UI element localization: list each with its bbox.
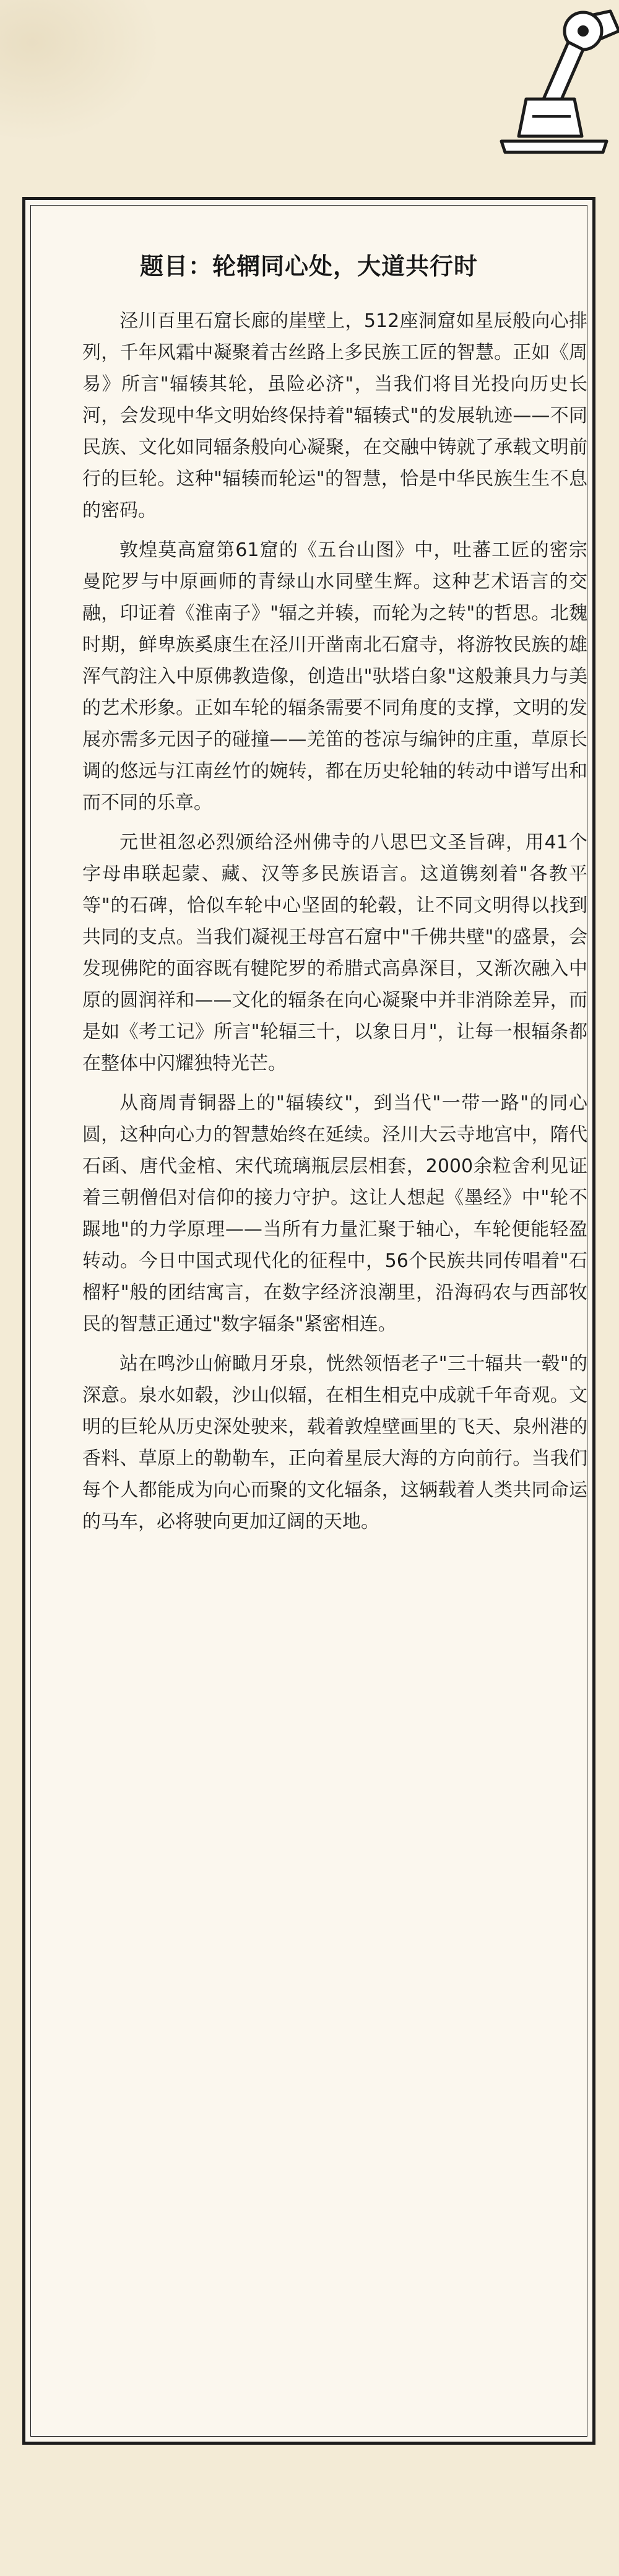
essay-paper <box>22 197 595 2445</box>
essay-paragraph-5: 站在鸣沙山俯瞰月牙泉，恍然领悟老子"三十辐共一毂"的深意。泉水如毂，沙山似辐，在相生相克中成就千年奇观。文明的巨轮从历史深处驶来，载着敦煌壁画里的飞天、泉州港的香料、草原上的勒勒车，正向着星辰大海的方向前行。当我们每个人都能成为向心而聚的文化辐条，这辆载着人类共同命运的马车，必将驶向更加辽阔的天地。 <box>82 1353 587 1533</box>
essay-paragraph-3: 元世祖忽必烈颁给泾州佛寺的八思巴文圣旨碑，用41个字母串联起蒙、藏、汉等多民族语言。这道镌刻着"各教平等"的石碑，恰似车轮中心坚固的轮毂，让不同文明得以找到共同的支点。当我们凝视王母宫石窟中"千佛共壁"的盛景，会发现佛陀的面容既有犍陀罗的希腊式高鼻深目，又渐次融入中原的圆润祥和——文化的辐条在向心凝聚中并非消除差异，而是如《考工记》所言"轮辐三十，以象日月"，让每一根辐条都在整体中闪耀独特光芒。 <box>82 832 587 1074</box>
background-wash <box>0 0 161 142</box>
essay-paragraph-4: 从商周青铜器上的"辐辏纹"，到当代"一带一路"的同心圆，这种向心力的智慧始终在延续。泾川大云寺地宫中，隋代石函、唐代金棺、宋代琉璃瓶层层相套，2000余粒舍利见证着三朝僧侣对信仰的接力守护。这让人想起《墨经》中"轮不蹍地"的力学原理——当所有力量汇聚于轴心，车轮便能轻盈转动。今日中国式现代化的征程中，56个民族共同传唱着"石榴籽"般的团结寓言，在数字经济浪潮里，沿海码农与西部牧民的智慧正通过"数字辐条"紧密相连。 <box>82 1092 587 1335</box>
essay-paragraph-2: 敦煌莫高窟第61窟的《五台山图》中，吐蕃工匠的密宗曼陀罗与中原画师的青绿山水同壁生辉。这种艺术语言的交融，印证着《淮南子》"辐之并辏，而轮为之转"的哲思。北魏时期，鲜卑族奚康生在泾川开凿南北石窟寺，将游牧民族的雄浑气韵注入中原佛教造像，创造出"驮塔白象"这般兼具力与美的艺术形象。正如车轮的辐条需要不同角度的支撑，文明的发展亦需多元因子的碰撞——羌笛的苍凉与编钟的庄重，草原长调的悠远与江南丝竹的婉转，都在历史轮轴的转动中谱写出和而不同的乐章。 <box>82 539 587 814</box>
scroll-holder-illustration <box>489 6 619 155</box>
essay-body <box>82 305 587 1546</box>
essay-paragraph-1: 泾川百里石窟长廊的崖壁上，512座洞窟如星辰般向心排列，千年风霜中凝聚着古丝路上多民族工匠的智慧。正如《周易》所言"辐辏其轮，虽险必济"，当我们将目光投向历史长河，会发现中华文明始终保持着"辐辏式"的发展轨迹——不同民族、文化如同辐条般向心凝聚，在交融中铸就了承载文明前行的巨轮。这种"辐辏而轮运"的智慧，恰是中华民族生生不息的密码。 <box>82 310 587 521</box>
essay-title: 题目：轮辋同心处，大道共行时 <box>139 253 478 280</box>
